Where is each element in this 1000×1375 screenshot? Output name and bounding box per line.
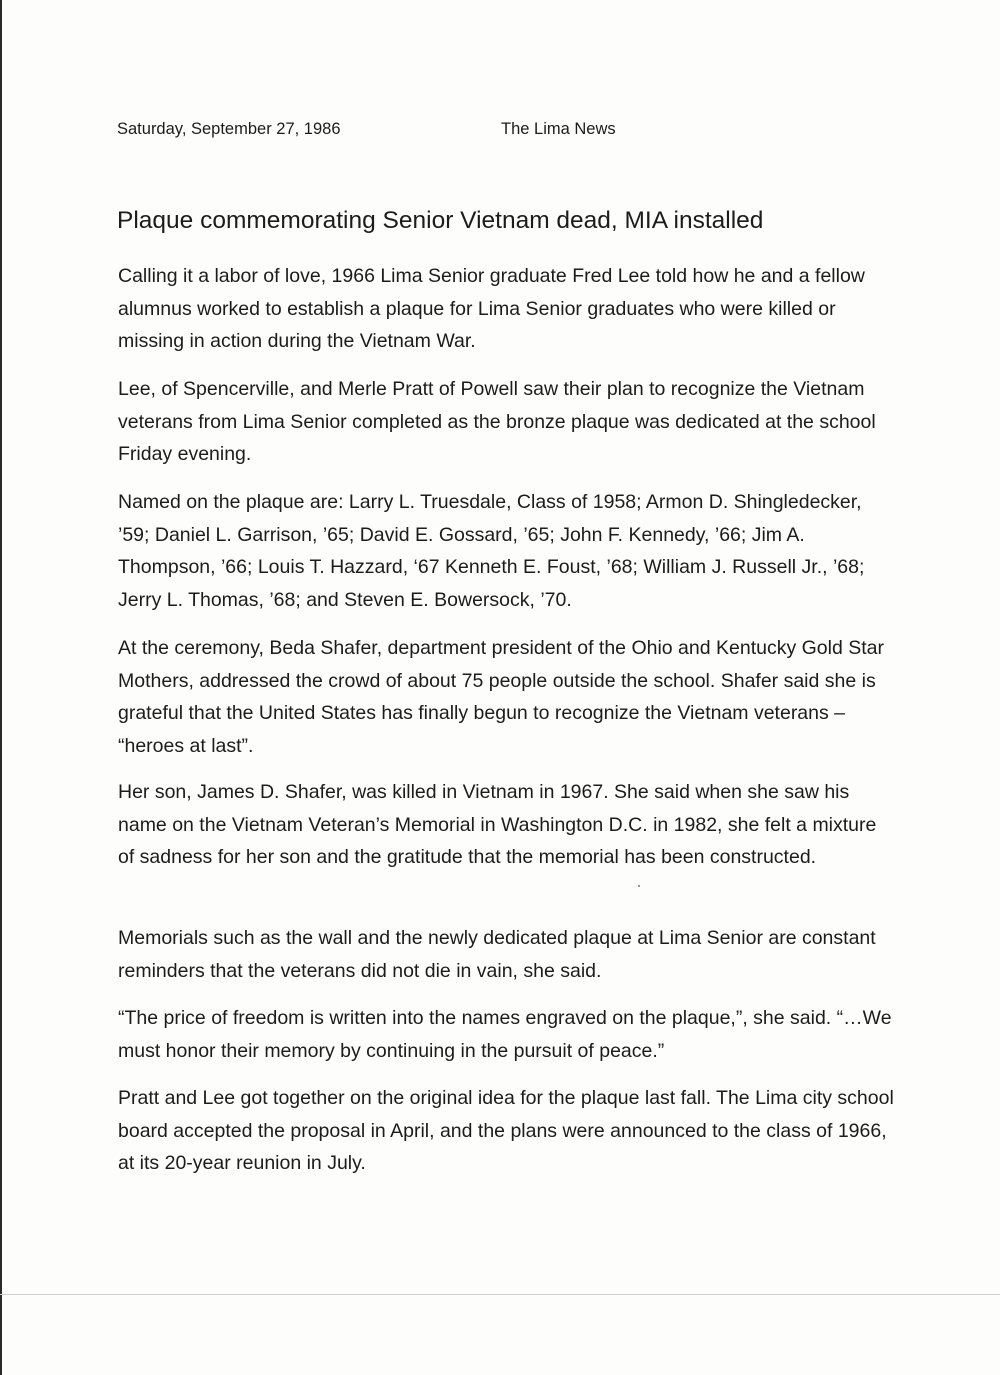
article-paragraph-quote: “The price of freedom is written into the names engraved on the plaque,”, she said. “…We must honor their memory by continuing in the pursuit of peace.”	[118, 1007, 892, 1062]
article-paragraph: Lee, of Spencerville, and Merle Pratt of Powell saw their plan to recognize the Vietnam veterans from Lima Senior completed as the bronze plaque was dedicated at the school Friday evening.	[118, 378, 876, 466]
article-paragraph: Her son, James D. Shafer, was killed in Vietnam in 1967. She said when she saw his name on the Vietnam Veteran’s Memorial in Washington D.C. in 1982, she felt a mixture of sadness for her son and the gratitude that the memorial has been constructed.	[118, 781, 877, 869]
article-paragraph-names: Named on the plaque are: Larry L. Truesdale, Class of 1958; Armon D. Shingledecker, ’59; Daniel L. Garrison, ’65; David E. Gossard, ’65; John F. Kennedy, ’66; Jim A. Thompson, ’66; Louis T. Hazzard, ‘67 Kenneth E. Foust, ’68; William J. Russell Jr., ’68; Jerry L. Thomas, ’68; and Steven E. Bowersock, ’70.	[118, 491, 865, 612]
newspaper-name: The Lima News	[501, 120, 616, 138]
article-headline: Plaque commemorating Senior Vietnam dead, MIA installed	[117, 207, 764, 234]
article-date: Saturday, September 27, 1986	[117, 120, 341, 138]
article-paragraph: Memorials such as the wall and the newly dedicated plaque at Lima Senior are constant reminders that the veterans did not die in vain, she said.	[118, 927, 876, 982]
scan-line	[0, 1294, 1000, 1295]
article-paragraph: At the ceremony, Beda Shafer, department president of the Ohio and Kentucky Gold Star Mothers, addressed the crowd of about 75 people outside the school. Shafer said she is grateful that the United States has finally begun to recognize the Vietnam veterans – “heroes at last”.	[118, 637, 885, 758]
scan-speck	[638, 885, 640, 887]
article-paragraph: Calling it a labor of love, 1966 Lima Senior graduate Fred Lee told how he and a fellow alumnus worked to establish a plaque for Lima Senior graduates who were killed or missing in action during the Vietnam War.	[118, 265, 865, 353]
article-paragraph: Pratt and Lee got together on the original idea for the plaque last fall. The Lima city school board accepted the proposal in April, and the plans were announced to the class of 1966, at its 20-year reunion in July.	[118, 1087, 894, 1175]
scan-edge	[0, 0, 2, 1375]
